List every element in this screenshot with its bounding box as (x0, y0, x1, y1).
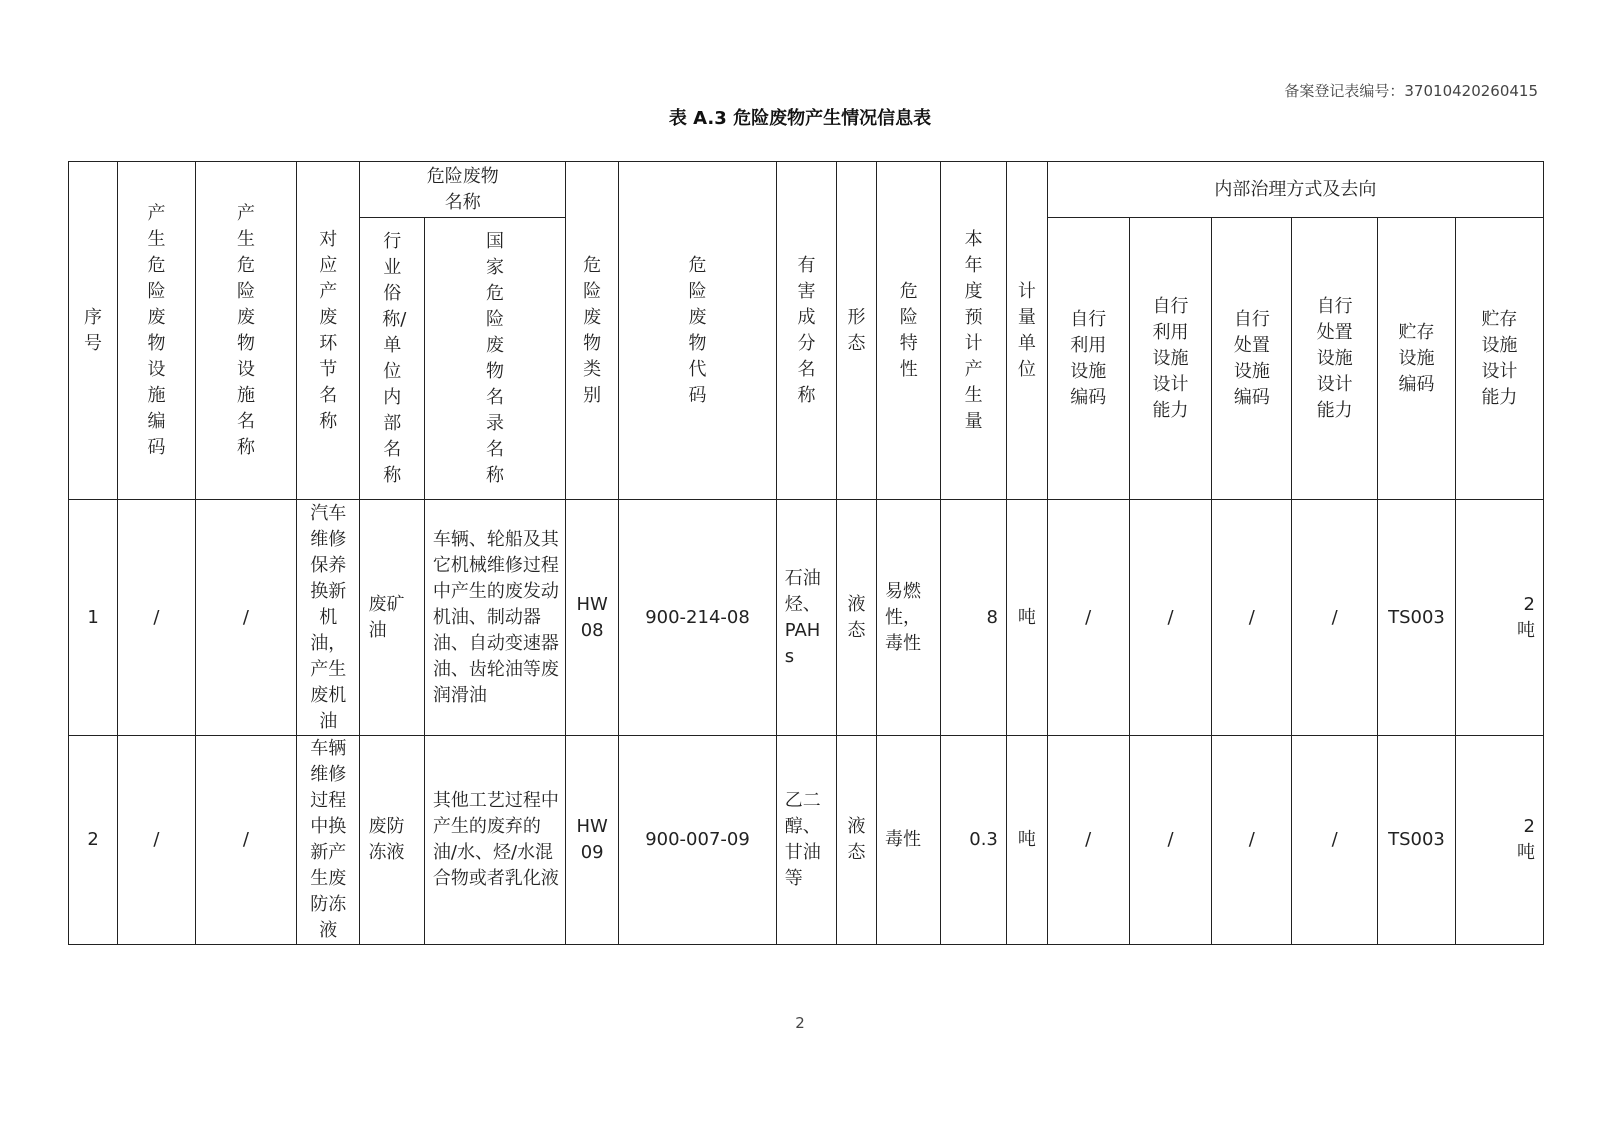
header-internal-treatment-group: 内部治理方式及去向 (1047, 162, 1543, 218)
row-self-use-capacity: / (1129, 736, 1212, 945)
table-title: 表 A.3 危险废物产生情况信息表 (668, 108, 932, 129)
header-storage-code: 贮存设施编码 (1378, 218, 1456, 500)
row-unit: 吨 (1006, 500, 1047, 736)
row-storage-code: TS003 (1378, 500, 1456, 736)
table-row (69, 736, 1544, 945)
header-facility-code: 产生危险废物设施编码 (118, 162, 196, 500)
row-national-name: 其他工艺过程中产生的废弃的油/水、烃/水混合物或者乳化液 (424, 736, 565, 945)
row-code: 900-214-08 (619, 500, 777, 736)
header-waste-name-group: 危险废物名称 (360, 162, 566, 218)
row-self-use-code: / (1047, 736, 1129, 945)
hazardous-waste-table (68, 161, 1544, 945)
row-self-use-capacity: / (1129, 500, 1212, 736)
row-seq: 2 (69, 736, 118, 945)
row-self-dispose-code: / (1212, 500, 1292, 736)
page-number: 2 (795, 1014, 805, 1032)
row-industry-name: 废防冻液 (360, 736, 424, 945)
header-self-use-code: 自行利用设施编码 (1047, 218, 1129, 500)
row-self-use-code: / (1047, 500, 1129, 736)
header-code: 危险废物代码 (619, 162, 777, 500)
header-annual-amount: 本年度预计产生量 (941, 162, 1006, 500)
row-hazard-property: 毒性 (877, 736, 941, 945)
header-self-dispose-code: 自行处置设施编码 (1212, 218, 1292, 500)
row-category: HW09 (566, 736, 619, 945)
row-industry-name: 废矿油 (360, 500, 424, 736)
row-self-dispose-code: / (1212, 736, 1292, 945)
row-form: 液态 (837, 500, 877, 736)
row-hazardous-component: 乙二醇、甘油等 (776, 736, 836, 945)
header-hazardous-component: 有害成分名称 (776, 162, 836, 500)
registration-number: 备案登记表编号：37010420260415 (1284, 82, 1538, 100)
row-facility-code: / (118, 736, 196, 945)
row-facility-code: / (118, 500, 196, 736)
row-code: 900-007-09 (619, 736, 777, 945)
row-facility-name: / (195, 736, 296, 945)
row-category: HW08 (566, 500, 619, 736)
row-unit: 吨 (1006, 736, 1047, 945)
row-annual-amount: 8 (941, 500, 1006, 736)
row-annual-amount: 0.3 (941, 736, 1006, 945)
header-hazard-property: 危险特性 (877, 162, 941, 500)
row-hazardous-component: 石油烃、PAHs (776, 500, 836, 736)
header-national-name: 国家危险废物名录名称 (424, 218, 565, 500)
header-self-dispose-capacity: 自行处置设施设计能力 (1292, 218, 1378, 500)
row-national-name: 车辆、轮船及其它机械维修过程中产生的废发动机油、制动器油、自动变速器油、齿轮油等废润滑油 (424, 500, 565, 736)
table-row (69, 500, 1544, 736)
row-storage-code: TS003 (1378, 736, 1456, 945)
header-category: 危险废物类别 (566, 162, 619, 500)
header-process: 对应产废环节名称 (297, 162, 360, 500)
header-industry-name: 行业俗称/单位内部名称 (360, 218, 424, 500)
header-facility-name: 产生危险废物设施名称 (195, 162, 296, 500)
row-process: 车辆维修过程中换新产生废防冻液 (297, 736, 360, 945)
header-unit: 计量单位 (1006, 162, 1047, 500)
row-storage-capacity: 2吨 (1455, 736, 1543, 945)
row-self-dispose-capacity: / (1292, 500, 1378, 736)
header-self-use-capacity: 自行利用设施设计能力 (1129, 218, 1212, 500)
row-self-dispose-capacity: / (1292, 736, 1378, 945)
row-hazard-property: 易燃性，毒性 (877, 500, 941, 736)
header-form: 形态 (837, 162, 877, 500)
row-facility-name: / (195, 500, 296, 736)
row-form: 液态 (837, 736, 877, 945)
row-process: 汽车维修保养换新机油，产生废机油 (297, 500, 360, 736)
header-storage-capacity: 贮存设施设计能力 (1455, 218, 1543, 500)
header-seq: 序号 (69, 162, 118, 500)
row-storage-capacity: 2吨 (1455, 500, 1543, 736)
row-seq: 1 (69, 500, 118, 736)
